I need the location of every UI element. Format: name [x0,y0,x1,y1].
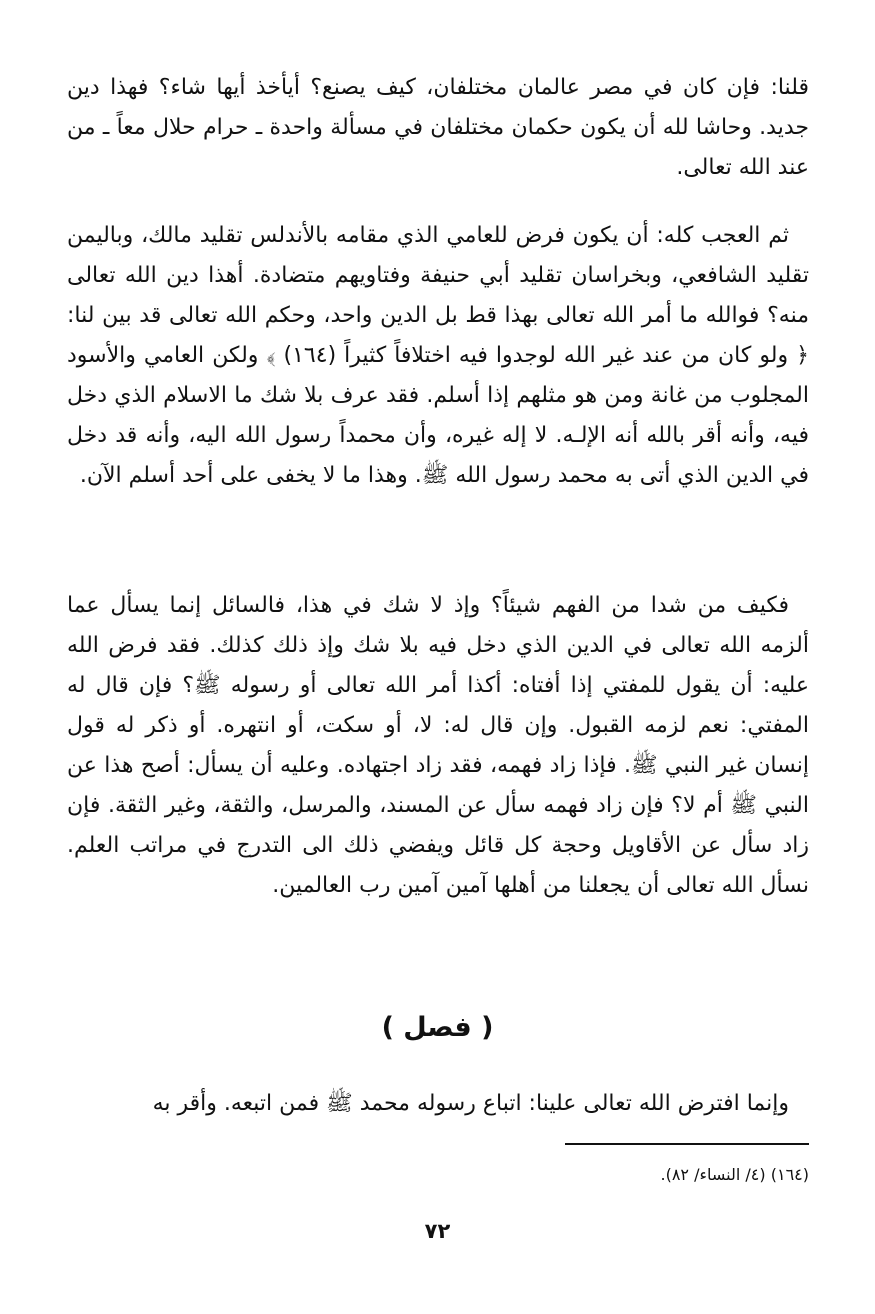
paragraph-2 [67,216,809,496]
paragraph-4-text: وإنما افترض الله تعالى علينا: اتباع رسوله محمد ﷺ فمن اتبعه. وأقر به [152,1091,789,1116]
page-number: ٧٢ [424,1219,451,1243]
paragraph-3-text: فكيف من شدا من الفهم شيئاً؟ وإذ لا شك في هذا، فالسائل إنما يسأل عما ألزمه الله تعالى في الدين الذي دخل فيه بلا شك وإذ ذلك كذلك. فقد فرض الله عليه: أن يقول للمفتي إذا أفتاه: أكذا أمر الله تعالى أو رسوله ﷺ؟ فإن قال له المفتي: نعم لزمه القبول. وإن قال له: لا، أو سكت، أو انتهره. أو ذكر له قول إنسان غير النبي ﷺ. فإذا زاد فهمه، فقد زاد اجتهاده. وعليه أن يسأل: أصح هذا عن النبي ﷺ أم لا؟ فإن زاد فهمه سأل عن المسند، والمرسل، والثقة، وغير الثقة. فإن زاد سأل عن الأقاويل وحجة كل قائل ويفضي ذلك الى التدرج في مراتب العلم. نسأل الله تعالى أن يجعلنا من أهلها آمين آمين رب العالمين. [67,593,809,898]
footnote: (١٦٤) (٤/ النساء/ ٨٢). [660,1165,809,1184]
paragraph-1-text: قلنا: فإن كان في مصر عالمان مختلفان، كيف يصنع؟ أيأخذ أيها شاء؟ فهذا دين جديد. وحاشا لله أن يكون حكمان مختلفان في مسألة واحدة ـ حرام حلال معاً ـ من عند الله تعالى. [67,75,809,180]
section-heading: ( فصل ) [381,1012,494,1043]
paragraph-4 [67,1084,809,1124]
paragraph-2-text: ثم العجب كله: أن يكون فرض للعامي الذي مقامه بالأندلس تقليد مالك، وباليمن تقليد الشافعي، وبخراسان تقليد أبي حنيفة وفتاويهم متضادة. أهذا دين الله تعالى منه؟ فوالله ما أمر الله تعالى بهذا قط بل الدين واحد، وحكم الله تعالى قد بين لنا: ﴿ ولو كان من عند غير الله لوجدوا فيه اختلافاً كثيراً (١٦٤) ﴾ ولكن العامي والأسود المجلوب من غانة ومن هو مثلهم إذا أسلم. فقد عرف بلا شك ما الاسلام الذي دخل فيه، وأنه أقر بالله أنه الإلـه. لا إله غيره، وأن محمداً رسول الله اليه، وأنه قد دخل في الدين الذي أتى به محمد رسول الله ﷺ. وهذا ما لا يخفى على أحد أسلم الآن. [67,223,809,488]
paragraph-1 [67,68,809,188]
footnote-divider [565,1143,809,1145]
paragraph-3 [67,586,809,906]
